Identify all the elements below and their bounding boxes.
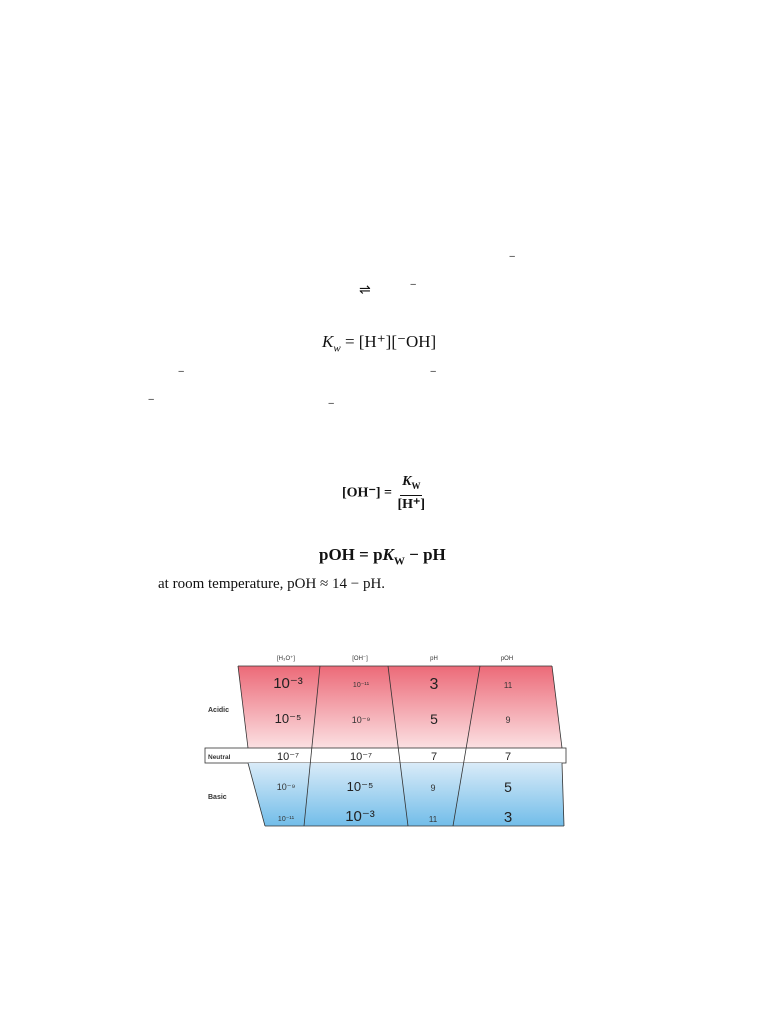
kw-rhs: = [H⁺][⁻OH] [344,332,437,351]
cell-poh: 7 [504,751,512,763]
numerator-k: K [402,474,412,489]
row-label-acidic: Acidic [208,707,230,714]
header-poh: pOH [500,656,514,662]
row-label-basic: Basic [208,794,227,801]
stray-minus-mark: ‒ [430,366,437,377]
cell-oh: 10⁻⁹ [351,715,371,725]
numerator-sub: W [411,480,421,491]
kw-over-h-fraction [395,474,427,513]
cell-ph: 7 [430,751,438,763]
cell-h3o: 10⁻³ [273,675,303,692]
ph-poh-table-figure [200,650,570,830]
oh-concentration-equation [342,474,427,513]
stray-minus-mark: ‒ [328,398,335,409]
cell-oh: 10⁻⁷ [349,751,373,763]
room-temperature-note: at room temperature, pOH ≈ 14 − pH. [158,576,386,592]
header-ph: pH [430,656,438,662]
kw-equation [322,332,436,354]
header-oh: [OH⁻] [352,656,368,662]
stray-minus-mark: ‒ [148,394,155,405]
fraction-denominator: [H⁺] [397,496,426,512]
poh-rhs: − pH [404,545,446,564]
cell-ph: 9 [430,783,436,793]
cell-ph: 3 [429,676,439,693]
cell-oh: 10⁻³ [345,808,375,825]
poh-k: K [382,545,394,564]
oh-lhs: [OH⁻] = [342,485,392,501]
cell-h3o: 10⁻⁵ [274,711,302,726]
cell-ph: 5 [430,711,438,727]
fraction-numerator [400,474,422,496]
cell-h3o: 10⁻⁷ [276,751,300,763]
poh-equation [319,545,446,567]
cell-oh: 10⁻⁵ [346,779,374,794]
stray-minus-mark: ‒ [410,279,417,290]
cell-oh: 10⁻¹¹ [352,682,370,689]
kw-symbol: K [322,332,334,351]
cell-poh: 3 [503,809,513,826]
cell-poh: 11 [503,681,513,690]
basic-band [248,763,564,826]
cell-h3o: 10⁻¹¹ [277,816,295,823]
equilibrium-arrow: ⇌ [359,282,371,298]
stray-minus-mark: ‒ [178,366,185,377]
cell-poh: 9 [505,715,511,725]
header-h3o: [H₃O⁺] [277,656,295,662]
cell-poh: 5 [504,779,512,795]
cell-ph: 11 [428,815,438,824]
kw-subscript: w [333,342,341,355]
stray-minus-mark: ‒ [509,251,516,262]
neutral-band [205,748,566,763]
cell-h3o: 10⁻⁹ [276,782,296,792]
row-label-neutral: Neutral [208,754,231,761]
poh-lhs: pOH = p [319,545,383,564]
poh-sub: W [393,555,405,568]
